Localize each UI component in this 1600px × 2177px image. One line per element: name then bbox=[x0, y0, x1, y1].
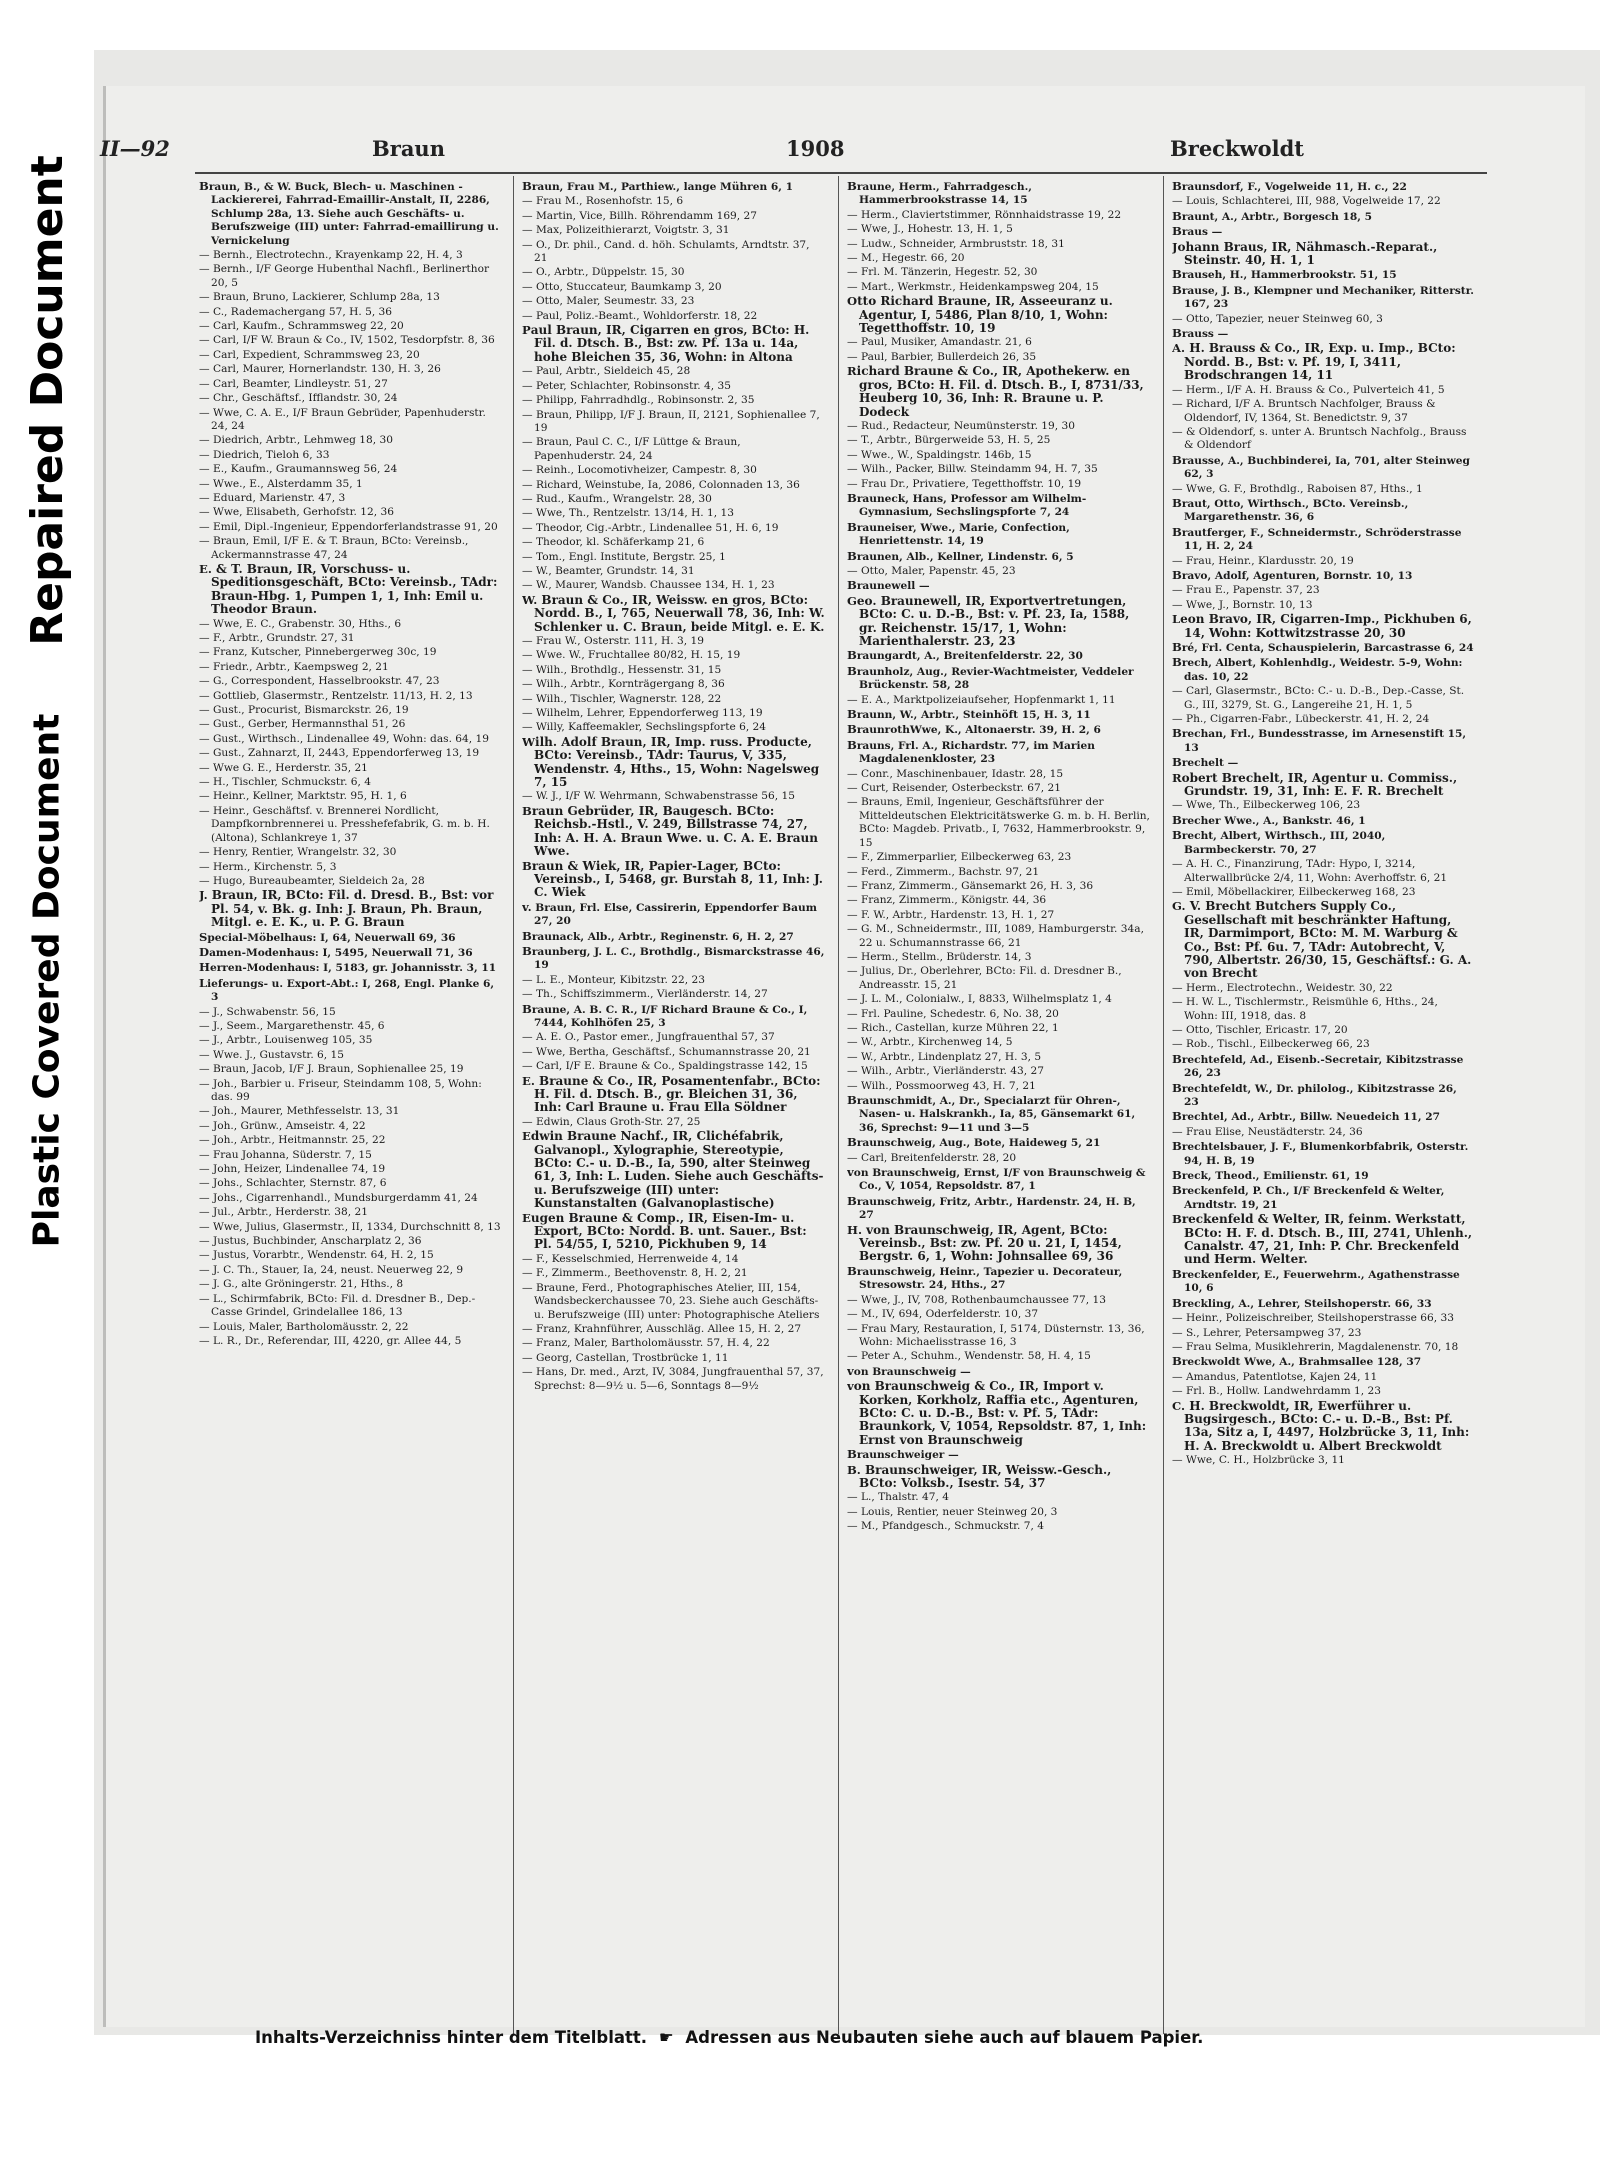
directory-entry: Brauns, Frl. A., Richardstr. 77, im Marien Magdalenenkloster, 23 bbox=[847, 737, 1095, 766]
column-1 bbox=[199, 180, 502, 2028]
directory-entry: Special-Möbelhaus: I, 64, Neuerwall 69, 36 bbox=[199, 929, 456, 944]
directory-entry: — A. E. O., Pastor emer., Jungfrauenthal 57, 37 bbox=[522, 1031, 775, 1044]
directory-entry: Braunschweiger — bbox=[847, 1447, 959, 1462]
directory-entry: B. Braunschweiger, IR, Weissw.-Gesch., BCto: Volksb., Isestr. 54, 37 bbox=[847, 1462, 1112, 1490]
directory-entry: — Joh., Arbtr., Heitmannstr. 25, 22 bbox=[199, 1134, 386, 1147]
directory-entry: — Theodor, Cig.-Arbtr., Lindenallee 51, H. 6, 19 bbox=[522, 521, 779, 534]
directory-entry: — Wwe., W., Spaldingstr. 146b, 15 bbox=[847, 448, 1032, 461]
directory-entry: — Paul, Poliz.-Beamt., Wohldorferstr. 18, 22 bbox=[522, 309, 758, 322]
directory-entry: Brautferger, F., Schneidermstr., Schröderstrasse 11, H. 2, 24 bbox=[1172, 524, 1462, 553]
directory-entry: — Wilh., Arbtr., Vierländerstr. 43, 27 bbox=[847, 1065, 1044, 1078]
directory-entry: — Curt, Reisender, Osterbeckstr. 67, 21 bbox=[847, 782, 1061, 795]
directory-entry: — Otto, Tischler, Ericastr. 17, 20 bbox=[1172, 1023, 1348, 1036]
directory-entry: — A. H. C., Finanzirung, TAdr: Hypo, I, 3214, Alterwallbrücke 2/4, 11, Wohn: Averhoffstr. 6, 21 bbox=[1172, 858, 1448, 884]
directory-entry: Brechtel, Ad., Arbtr., Billw. Neuedeich 11, 27 bbox=[1172, 1109, 1440, 1124]
directory-entry: Herren-Modenhaus: I, 5183, gr. Johannisstr. 3, 11 bbox=[199, 960, 497, 975]
footer-new-buildings-note: Adressen aus Neubauten siehe auch auf blauem Papier. bbox=[685, 2028, 1204, 2047]
directory-entry: — Friedr., Arbtr., Kaempsweg 2, 21 bbox=[199, 660, 389, 673]
directory-entry: Otto Richard Braune, IR, Asseeuranz u. Agentur, I, 5486, Plan 8/10, 1, Wohn: Tegetthoffstr. 10, 19 bbox=[847, 294, 1113, 336]
directory-entry: — Wwe, C. H., Holzbrücke 3, 11 bbox=[1172, 1454, 1345, 1467]
directory-entry: — F., Zimmerm., Beethovenstr. 8, H. 2, 21 bbox=[522, 1267, 748, 1280]
directory-entry: Braunt, A., Arbtr., Borgesch 18, 5 bbox=[1172, 208, 1373, 223]
directory-entry: — Frau W., Osterstr. 111, H. 3, 19 bbox=[522, 635, 704, 647]
directory-entry: — & Oldendorf, s. unter A. Bruntsch Nachfolg., Brauss & Oldendorf bbox=[1172, 425, 1467, 452]
directory-entry: Leon Bravo, IR, Cigarren-Imp., Pickhuben 6, 14, Wohn: Kottwitzstrasse 20, 30 bbox=[1172, 612, 1472, 640]
directory-entry: Braune, Herm., Fahrradgesch., Hammerbrookstrasse 14, 15 bbox=[847, 180, 1032, 207]
directory-entry: — Wwe., E., Alsterdamm 35, 1 bbox=[199, 477, 363, 490]
directory-entry: — L. R., Dr., Referendar, III, 4220, gr. Allee 44, 5 bbox=[199, 1334, 462, 1347]
directory-entry: — Wwe G. E., Herderstr. 35, 21 bbox=[199, 761, 368, 774]
footer-index-note: Inhalts-Verzeichniss hinter dem Titelblatt. bbox=[255, 2028, 648, 2047]
directory-entry: — W. J., I/F W. Wehrmann, Schwabenstrasse 56, 15 bbox=[522, 790, 795, 803]
directory-entry: Braun, B., & W. Buck, Blech- u. Maschinen - Lackiererei, Fahrrad-Emaillir-Anstalt, II, 2286, Schlump 28a, 13. Siehe auch Geschäfts- u. Berufszweige (III) unter: Fahrrad-emaillirung u. Vernickelung bbox=[199, 180, 499, 247]
directory-entry: J. Braun, IR, BCto: Fil. d. Dresd. B., Bst: vor Pl. 54, v. Bk. g. Inh: J. Braun, Ph. Braun, Mitgl. e. E. K., u. P. G. Braun bbox=[199, 888, 494, 930]
directory-entry: Braunschweig, Aug., Bote, Haideweg 5, 21 bbox=[847, 1135, 1101, 1150]
directory-entry: Brecher Wwe., A., Bankstr. 46, 1 bbox=[1172, 812, 1366, 827]
directory-entry: — F., Kesselschmied, Herrenweide 4, 14 bbox=[522, 1252, 739, 1265]
directory-entry: — John, Heizer, Lindenallee 74, 19 bbox=[199, 1163, 386, 1176]
directory-entry: — Otto, Maler, Papenstr. 45, 23 bbox=[847, 564, 1016, 577]
directory-entry: Eugen Braune & Comp., IR, Eisen-Im- u. Export, BCto: Nordd. B. unt. Sauer., Bst: Pl. 54/55, I, 5210, Pickhuben 9, 14 bbox=[522, 1210, 807, 1252]
directory-entry: Breckenfeld, P. Ch., I/F Breckenfeld & Welter, Arndtstr. 19, 21 bbox=[1172, 1183, 1445, 1211]
directory-entry: — J. L. M., Colonialw., I, 8833, Wilhelmsplatz 1, 4 bbox=[847, 993, 1112, 1006]
directory-entry: — Braun, Jacob, I/F J. Braun, Sophienallee 25, 19 bbox=[199, 1063, 464, 1076]
directory-entry: — Justus, Vorarbtr., Wendenstr. 64, H. 2, 15 bbox=[199, 1249, 434, 1262]
directory-entry: Breckling, A., Lehrer, Steilshoperstr. 66, 33 bbox=[1172, 1295, 1432, 1310]
repaired-document-label: Repaired Document bbox=[21, 154, 73, 646]
directory-entry: Brech, Albert, Kohlenhdlg., Weidestr. 5-9, Wohn: das. 10, 22 bbox=[1172, 655, 1463, 683]
directory-entry: von Braunschweig — bbox=[847, 1363, 971, 1378]
directory-entry: Brauneiser, Wwe., Marie, Confection, Henriettenstr. 14, 19 bbox=[847, 519, 1070, 548]
directory-entry: — Otto, Maler, Seumestr. 33, 23 bbox=[522, 295, 695, 308]
directory-entry: — Paul, Barbier, Bullerdeich 26, 35 bbox=[847, 350, 1037, 363]
directory-entry: — Louis, Maler, Bartholomäusstr. 2, 22 bbox=[199, 1320, 409, 1333]
directory-entry: — Mart., Werkmstr., Heidenkampsweg 204, 15 bbox=[847, 280, 1099, 293]
directory-entry: H. von Braunschweig, IR, Agent, BCto: Vereinsb., Bst: zw. Pf. 20 u. 21, I, 1454, Bergstr. 6, 1, Wohn: Johnsallee 69, 36 bbox=[847, 1222, 1122, 1264]
directory-entry: — Rud., Redacteur, Neumünsterstr. 19, 30 bbox=[847, 419, 1076, 432]
directory-entry: Breckenfeld & Welter, IR, feinm. Werkstatt, BCto: H. F. d. Dtsch. B., III, 2741, Uhlenh., Canalstr. 47, 21, Inh: P. Chr. Breckenfeld und Herm. Welter. bbox=[1172, 1212, 1473, 1267]
directory-entry: — Frau Selma, Musiklehrerin, Magdalenenstr. 70, 18 bbox=[1172, 1340, 1459, 1353]
directory-entry: — Franz, Zimmerm., Gänsemarkt 26, H. 3, 36 bbox=[847, 879, 1094, 892]
directory-entry: — Henry, Rentier, Wrangelstr. 32, 30 bbox=[199, 846, 397, 859]
directory-entry: — Frau E., Papenstr. 37, 23 bbox=[1172, 584, 1320, 597]
directory-entry: — Frl. M. Tänzerin, Hegestr. 52, 30 bbox=[847, 266, 1038, 279]
directory-entry: — Rud., Kaufm., Wrangelstr. 28, 30 bbox=[522, 492, 712, 505]
directory-entry: — Wwe, G. F., Brothdlg., Raboisen 87, Hths., 1 bbox=[1172, 482, 1423, 495]
directory-entry: Robert Brechelt, IR, Agentur u. Commiss., Grundstr. 19, 31, Inh: E. F. R. Brechelt bbox=[1172, 770, 1458, 799]
directory-entry: — Richard, Weinstube, Ia, 2086, Colonnaden 13, 36 bbox=[522, 478, 800, 491]
directory-entry: — Herm., I/F A. H. Brauss & Co., Pulverteich 41, 5 bbox=[1172, 383, 1445, 396]
directory-entry: Braunholz, Aug., Revier-Wachtmeister, Veddeler Brückenstr. 58, 28 bbox=[847, 663, 1134, 692]
directory-entry: — F., Zimmerparlier, Eilbeckerweg 63, 23 bbox=[847, 851, 1072, 864]
directory-entry: — Franz, Zimmerm., Königstr. 44, 36 bbox=[847, 894, 1047, 907]
directory-entry: Richard Braune & Co., IR, Apothekerw. en gros, BCto: H. Fil. d. Dtsch. B., I, 8731/33, Heuberg 10, 36, Inh: R. Braune u. P. Dodeck bbox=[847, 364, 1144, 419]
directory-entry: — Hugo, Bureaubeamter, Sieldeich 2a, 28 bbox=[199, 874, 425, 887]
directory-entry: Braut, Otto, Wirthsch., BCto. Vereinsb., Margarethenstr. 36, 6 bbox=[1172, 495, 1409, 524]
directory-entry: — Carl, Glasermstr., BCto: C.- u. D.-B., Dep.-Casse, St. G., III, 3279, St. G., Langereihe 21, H. 1, 5 bbox=[1172, 685, 1465, 711]
directory-entry: Brechtefeld, Ad., Eisenb.-Secretair, Kibitzstrasse 26, 23 bbox=[1172, 1051, 1464, 1080]
directory-entry: Braungardt, A., Breitenfelderstr. 22, 30 bbox=[847, 648, 1083, 663]
directory-entry: — Wilhelm, Lehrer, Eppendorferweg 113, 19 bbox=[522, 707, 763, 720]
directory-entry: — Franz, Kutscher, Pinnebergerweg 30c, 19 bbox=[199, 646, 437, 659]
directory-entry: — Heinr., Kellner, Marktstr. 95, H. 1, 6 bbox=[199, 790, 407, 803]
directory-entry: — J. G., alte Gröningerstr. 21, Hths., 8 bbox=[199, 1278, 404, 1291]
directory-entry: — Braun, Philipp, I/F J. Braun, II, 2121, Sophienallee 7, 19 bbox=[522, 408, 820, 434]
directory-entry: — Chr., Geschäftsf., Ifflandstr. 30, 24 bbox=[199, 392, 398, 405]
column-4 bbox=[1172, 180, 1475, 2028]
directory-entry: — Herm., Claviertstimmer, Rönnhaidstrasse 19, 22 bbox=[847, 208, 1122, 221]
directory-entry: Paul Braun, IR, Cigarren en gros, BCto: H. Fil. d. Dtsch. B., Bst: zw. Pf. 13a u. 14a, hohe Bleichen 35, 36, Wohn: in Altona bbox=[522, 323, 810, 364]
directory-entry: Braunsdorf, F., Vogelweide 11, H. c., 22 bbox=[1172, 180, 1407, 193]
directory-entry: Braunn, W., Arbtr., Steinhöft 15, H. 3, 11 bbox=[847, 707, 1091, 722]
directory-entry: — Joh., Grünw., Amseistr. 4, 22 bbox=[199, 1119, 366, 1132]
directory-entry: — Ludw., Schneider, Armbruststr. 18, 31 bbox=[847, 237, 1065, 250]
directory-entry: Braus — bbox=[1172, 224, 1223, 239]
directory-entry: BraunrothWwe, K., Altonaerstr. 39, H. 2, 6 bbox=[847, 722, 1101, 737]
directory-entry: — Hans, Dr. med., Arzt, IV, 3084, Jungfrauenthal 57, 37, Sprechst: 8—9½ u. 5—6, Sonntags 8—9½ bbox=[522, 1366, 824, 1392]
directory-entry: — G., Correspondent, Hasselbrookstr. 47, 23 bbox=[199, 675, 440, 688]
directory-entry: — Otto, Stuccateur, Baumkamp 3, 20 bbox=[522, 280, 722, 293]
directory-entry: — Emil, Dipl.-Ingenieur, Eppendorferlandstrasse 91, 20 bbox=[199, 520, 498, 533]
directory-entry: — Johs., Cigarrenhandl., Mundsburgerdamm 41, 24 bbox=[199, 1191, 478, 1204]
directory-entry: Braun, Frau M., Parthiew., lange Mühren 6, 1 bbox=[522, 180, 793, 193]
directory-entry: G. V. Brecht Butchers Supply Co., Gesellschaft mit beschränkter Haftung, IR, Darmimport, BCto: M. M. Warburg & Co., Bst: Pf. 6u. 7, TAdr: Autobrecht, V, 790, Albertstr. 26/30, 15, Geschäftsf.: G. A. von Brecht bbox=[1172, 899, 1472, 981]
directory-entry: — W., Arbtr., Kirchenweg 14, 5 bbox=[847, 1036, 1013, 1049]
directory-entry: — Richard, I/F A. Bruntsch Nachfolger, Brauss & Oldendorf, IV, 1364, St. Benedictstr. 9, 37 bbox=[1172, 398, 1436, 424]
directory-entry: E. Braune & Co., IR, Posamentenfabr., BCto: H. Fil. d. Dtsch. B., gr. Bleichen 31, 36, Inh: Carl Braune u. Frau Ella Söldner bbox=[522, 1073, 821, 1115]
directory-entry: — Braun, Bruno, Lackierer, Schlump 28a, 13 bbox=[199, 291, 440, 304]
directory-entry: Braunewell — bbox=[847, 578, 930, 593]
directory-entry: — Heinr., Geschäftsf. v. Brennerei Nordlicht, Dampfkornbrennerei u. Presshefefabrik, G. m. b. H. (Altona), Schlankreye 1, 37 bbox=[199, 804, 490, 844]
directory-entry: — Frau, Heinr., Klardusstr. 20, 19 bbox=[1172, 554, 1354, 567]
directory-entry: Braunack, Alb., Arbtr., Reginenstr. 6, H. 2, 27 bbox=[522, 928, 794, 943]
column-divider bbox=[1163, 176, 1164, 2034]
directory-entry: — M., IV, 694, Oderfelderstr. 10, 37 bbox=[847, 1308, 1039, 1321]
column-3 bbox=[847, 180, 1150, 2028]
directory-entry: — E. A., Marktpolizeiaufseher, Hopfenmarkt 1, 11 bbox=[847, 693, 1116, 706]
directory-entry: — Peter A., Schuhm., Wendenstr. 58, H. 4, 15 bbox=[847, 1350, 1091, 1363]
directory-entry: — Gust., Procurist, Bismarckstr. 26, 19 bbox=[199, 704, 409, 717]
directory-entry: — Wilh., Tischler, Wagnerstr. 128, 22 bbox=[522, 692, 722, 705]
directory-entry: — H. W. L., Tischlermstr., Reismühle 6, Hths., 24, Wohn: III, 1918, das. 8 bbox=[1172, 996, 1438, 1022]
directory-entry: — J., Seem., Margarethenstr. 45, 6 bbox=[199, 1019, 385, 1032]
directory-entry: — Gust., Gerber, Hermannsthal 51, 26 bbox=[199, 718, 406, 731]
directory-entry: Braunschweig, Fritz, Arbtr., Hardenstr. 24, H. B, 27 bbox=[847, 1193, 1136, 1222]
directory-entry: — Carl, I/F W. Braun & Co., IV, 1502, Tesdorpfstr. 8, 36 bbox=[199, 334, 495, 347]
directory-entry: Brechtefeldt, W., Dr. philolog., Kibitzstrasse 26, 23 bbox=[1172, 1080, 1457, 1108]
directory-entry: — Bernh., Electrotechn., Krayenkamp 22, H. 4, 3 bbox=[199, 249, 463, 262]
directory-entry: von Braunschweig, Ernst, I/F von Braunschweig & Co., V, 1054, Repsoldstr. 87, 1 bbox=[847, 1165, 1146, 1193]
directory-entry: — Franz, Maler, Bartholomäusstr. 57, H. 4, 22 bbox=[522, 1337, 770, 1350]
directory-entry: — Julius, Dr., Oberlehrer, BCto: Fil. d. Dresdner B., Andreasstr. 15, 21 bbox=[847, 965, 1122, 991]
directory-entry: — W., Maurer, Wandsb. Chaussee 134, H. 1, 23 bbox=[522, 579, 775, 592]
directory-entry: Lieferungs- u. Export-Abt.: I, 268, Engl. Planke 6, 3 bbox=[199, 975, 495, 1004]
directory-entry: — Bernh., I/F George Hubenthal Nachfl., Berlinerthor 20, 5 bbox=[199, 263, 490, 289]
directory-entry: — Carl, Maurer, Hornerlandstr. 130, H. 3, 26 bbox=[199, 363, 441, 376]
directory-entry: — Ferd., Zimmerm., Bachstr. 97, 21 bbox=[847, 865, 1040, 878]
directory-entry: — Carl, Kaufm., Schrammsweg 22, 20 bbox=[199, 320, 404, 333]
directory-entry: — Louis, Rentier, neuer Steinweg 20, 3 bbox=[847, 1505, 1058, 1518]
directory-entry: — Carl, Breitenfelderstr. 28, 20 bbox=[847, 1151, 1017, 1164]
directory-entry: Brause, J. B., Klempner und Mechaniker, Ritterstr. 167, 23 bbox=[1172, 282, 1474, 311]
directory-entry: W. Braun & Co., IR, Weissw. en gros, BCto: Nordd. B., I, 765, Neuerwall 78, 36, Inh: W. Schlenker u. C. Braun, beide Mitgl. e. E. K. bbox=[522, 592, 825, 634]
directory-entry: Breck, Theod., Emilienstr. 61, 19 bbox=[1172, 1168, 1369, 1183]
page-number: II—92 bbox=[100, 136, 170, 161]
directory-entry: — H., Tischler, Schmuckstr. 6, 4 bbox=[199, 776, 372, 789]
directory-entry: Brecht, Albert, Wirthsch., III, 2040, Barmbeckerstr. 70, 27 bbox=[1172, 828, 1386, 856]
directory-entry: — Carl, I/F E. Braune & Co., Spaldingstrasse 142, 15 bbox=[522, 1060, 808, 1073]
plastic-covered-document-label: Plastic Covered Document bbox=[26, 713, 68, 1247]
directory-entry: — Johs., Schlachter, Sternstr. 87, 6 bbox=[199, 1177, 387, 1190]
directory-entry: — Ph., Cigarren-Fabr., Lübeckerstr. 41, H. 2, 24 bbox=[1172, 713, 1430, 726]
directory-entry: — Braun, Paul C. C., I/F Lüttge & Braun, Papenhuderstr. 24, 24 bbox=[522, 436, 741, 462]
directory-entry: — Heinr., Polizeischreiber, Steilshoperstrasse 66, 33 bbox=[1172, 1312, 1454, 1325]
directory-entry: Bravo, Adolf, Agenturen, Bornstr. 10, 13 bbox=[1172, 567, 1413, 582]
directory-entry: — Carl, Expedient, Schrammsweg 23, 20 bbox=[199, 348, 420, 361]
directory-entry: — Braune, Ferd., Photographisches Atelier, III, 154, Wandsbeckerchaussee 70, 23. Siehe auch Geschäfts- u. Berufszweige (III) unter: Photographische Ateliers bbox=[522, 1281, 820, 1321]
directory-entry: — Frau Johanna, Süderstr. 7, 15 bbox=[199, 1148, 372, 1161]
header-first-name: Braun bbox=[372, 136, 445, 161]
directory-entry: — G. M., Schneidermstr., III, 1089, Hamburgerstr. 34a, 22 u. Schumannstrasse 66, 21 bbox=[847, 923, 1144, 949]
header-year: 1908 bbox=[786, 136, 845, 161]
directory-entry: — Max, Polizeithierarzt, Voigtstr. 3, 31 bbox=[522, 224, 730, 237]
directory-entry: — W., Arbtr., Lindenplatz 27, H. 3, 5 bbox=[847, 1050, 1042, 1063]
directory-entry: Breckenfelder, E., Feuerwehrm., Agathenstrasse 10, 6 bbox=[1172, 1266, 1460, 1295]
directory-entry: — Jul., Arbtr., Herderstr. 38, 21 bbox=[199, 1206, 368, 1219]
directory-entry: — L., Thalstr. 47, 4 bbox=[847, 1491, 949, 1504]
directory-entry: — Brauns, Emil, Ingenieur, Geschäftsführer der Mitteldeutschen Elektricitätswerke G. m. b. H. Berlin, BCto: Magdeb. Privatb., I, 7632, Hammerbrookstr. 9, 15 bbox=[847, 796, 1150, 849]
directory-entry: Johann Braus, IR, Nähmasch.-Reparat., Steinstr. 40, H. 1, 1 bbox=[1172, 239, 1438, 268]
directory-entry: — Frau M., Rosenhofstr. 15, 6 bbox=[522, 195, 684, 208]
directory-entry: E. & T. Braun, IR, Vorschuss- u. Speditionsgeschäft, BCto: Vereinsb., TAdr: Braun-Hbg. 1, Pumpen 1, 1, Inh: Emil u. Theodor Braun. bbox=[199, 561, 498, 617]
directory-entry: — Frl. Pauline, Schedestr. 6, No. 38, 20 bbox=[847, 1007, 1059, 1020]
directory-entry: Breckwoldt Wwe, A., Brahmsallee 128, 37 bbox=[1172, 1354, 1422, 1369]
directory-entry: — Wwe, Julius, Glasermstr., II, 1334, Durchschnitt 8, 13 bbox=[199, 1220, 501, 1233]
directory-entry: — O., Dr. phil., Cand. d. höh. Schulamts, Arndtstr. 37, 21 bbox=[522, 238, 810, 265]
directory-entry: — Justus, Buchbinder, Anscharplatz 2, 36 bbox=[199, 1235, 422, 1248]
directory-entry: — Wwe, Th., Eilbeckerweg 106, 23 bbox=[1172, 799, 1361, 812]
directory-entry: Brechtelsbauer, J. F., Blumenkorbfabrik, Osterstr. 94, H. B, 19 bbox=[1172, 1139, 1469, 1167]
directory-entry: — Gust., Zahnarzt, II, 2443, Eppendorferweg 13, 19 bbox=[199, 747, 480, 760]
directory-entry: Damen-Modenhaus: I, 5495, Neuerwall 71, 36 bbox=[199, 944, 473, 959]
directory-entry: — Wwe. W., Fruchtallee 80/82, H. 15, 19 bbox=[522, 649, 741, 662]
directory-entry: — Georg, Castellan, Trostbrücke 1, 11 bbox=[522, 1351, 729, 1364]
directory-entry: — Diedrich, Tieloh 6, 33 bbox=[199, 448, 330, 461]
directory-entry: — Herm., Stellm., Brüderstr. 14, 3 bbox=[847, 950, 1032, 963]
directory-entry: Braunen, Alb., Kellner, Lindenstr. 6, 5 bbox=[847, 548, 1074, 563]
directory-entry: — Edwin, Claus Groth-Str. 27, 25 bbox=[522, 1115, 701, 1128]
directory-entry: — L. E., Monteur, Kibitzstr. 22, 23 bbox=[522, 973, 705, 986]
directory-entry: — F., Arbtr., Grundstr. 27, 31 bbox=[199, 632, 355, 644]
directory-entry: Geo. Braunewell, IR, Exportvertretungen, BCto: C. u. D.-B., Bst: v. Pf. 23, Ia, 1588, gr. Reichenstr. 15/17, 1, Wohn: Marienthalerstr. 23, 23 bbox=[847, 593, 1130, 648]
directory-entry: — J., Schwabenstr. 56, 15 bbox=[199, 1005, 336, 1018]
directory-entry: Brauneck, Hans, Professor am Wilhelm-Gymnasium, Sechslingspforte 7, 24 bbox=[847, 490, 1087, 519]
column-divider bbox=[838, 176, 839, 2034]
directory-entry: Brechan, Frl., Bundesstrasse, im Arnesenstift 15, 13 bbox=[1172, 726, 1467, 754]
directory-entry: Brausse, A., Buchbinderei, Ia, 701, alter Steinweg 62, 3 bbox=[1172, 452, 1470, 481]
directory-entry: Brauss — bbox=[1172, 326, 1229, 341]
directory-entry: — W., Beamter, Grundstr. 14, 31 bbox=[522, 564, 695, 577]
directory-entry: — Diedrich, Arbtr., Lehmweg 18, 30 bbox=[199, 434, 393, 447]
directory-entry: v. Braun, Frl. Else, Cassirerin, Eppendorfer Baum 27, 20 bbox=[522, 899, 817, 928]
page-header bbox=[100, 136, 1500, 176]
directory-entry: — J., Arbtr., Louisenweg 105, 35 bbox=[199, 1034, 373, 1047]
directory-entry: — Herm., Kirchenstr. 5, 3 bbox=[199, 860, 337, 873]
directory-entry: — J. C. Th., Stauer, Ia, 24, neust. Neuerweg 22, 9 bbox=[199, 1263, 464, 1276]
directory-entry: — Franz, Krahnführer, Ausschläg. Allee 15, H. 2, 27 bbox=[522, 1322, 802, 1335]
directory-entry: — L., Schirmfabrik, BCto: Fil. d. Dresdner B., Dep.-Casse Grindel, Grindelallee 186, 13 bbox=[199, 1292, 476, 1319]
directory-entry: — Braun, Emil, I/F E. & T. Braun, BCto: Vereinsb., Ackermannstrasse 47, 24 bbox=[199, 535, 469, 561]
directory-entry: — Paul, Musiker, Amandastr. 21, 6 bbox=[847, 336, 1032, 349]
directory-entry: Braunschweig, Heinr., Tapezier u. Decorateur, Stresowstr. 24, Hths., 27 bbox=[847, 1263, 1123, 1292]
directory-entry: — Wwe, C. A. E., I/F Braun Gebrüder, Papenhuderstr. 24, 24 bbox=[199, 406, 486, 432]
directory-entry: — F. W., Arbtr., Hardenstr. 13, H. 1, 27 bbox=[847, 908, 1055, 921]
header-last-name: Breckwoldt bbox=[1170, 136, 1304, 161]
directory-entry: — Frau Mary, Restauration, I, 5174, Düsternstr. 13, 36, Wohn: Michaelisstrasse 16, 3 bbox=[847, 1322, 1145, 1348]
directory-entry: — Wwe, J., Bornstr. 10, 13 bbox=[1172, 598, 1313, 611]
directory-entry: — Willy, Kaffeemakler, Sechslingspforte 6, 24 bbox=[522, 721, 767, 734]
directory-entry: — Tom., Engl. Institute, Bergstr. 25, 1 bbox=[522, 550, 726, 563]
directory-entry: Braun & Wiek, IR, Papier-Lager, BCto: Vereinsb., I, 5468, gr. Burstah 8, 11, Inh: J. C. Wiek bbox=[522, 858, 823, 900]
directory-entry: — Wwe, E. C., Grabenstr. 30, Hths., 6 bbox=[199, 617, 402, 630]
column-divider bbox=[513, 176, 514, 2034]
directory-entry: — Emil, Möbellackirer, Eilbeckerweg 168, 23 bbox=[1172, 885, 1416, 898]
directory-entry: — Wwe, J., Hohestr. 13, H. 1, 5 bbox=[847, 223, 1013, 236]
directory-entry: — Otto, Tapezier, neuer Steinweg 60, 3 bbox=[1172, 312, 1383, 325]
directory-entry: — Conr., Maschinenbauer, Idastr. 28, 15 bbox=[847, 767, 1064, 780]
directory-entry: — Wwe, J., IV, 708, Rothenbaumchaussee 77, 13 bbox=[847, 1293, 1106, 1306]
directory-entry: — Carl, Beamter, Lindleystr. 51, 27 bbox=[199, 377, 388, 390]
pointing-hand-icon: ☛ bbox=[658, 2028, 674, 2047]
directory-entry: Braun Gebrüder, IR, Baugesch. BCto: Reichsb.-Hstl., V. 249, Billstrasse 74, 27, Inh: A. H. A. Braun Wwe. u. C. A. E. Braun Wwe. bbox=[522, 803, 818, 859]
directory-entry: — Rob., Tischl., Eilbeckerweg 66, 23 bbox=[1172, 1038, 1370, 1051]
directory-entry: — Frau Dr., Privatiere, Tegetthoffstr. 10, 19 bbox=[847, 477, 1082, 490]
directory-entry: Brauseh, H., Hammerbrookstr. 51, 15 bbox=[1172, 267, 1397, 282]
directory-entry: — Wwe, Elisabeth, Gerhofstr. 12, 36 bbox=[199, 506, 394, 519]
directory-entry: — S., Lehrer, Petersampweg 37, 23 bbox=[1172, 1326, 1362, 1339]
directory-entry: — Joh., Barbier u. Friseur, Steindamm 108, 5, Wohn: das. 99 bbox=[199, 1077, 482, 1103]
directory-entry: Bré, Frl. Centa, Schauspielerin, Barcastrasse 6, 24 bbox=[1172, 640, 1474, 654]
directory-entry: Brechelt — bbox=[1172, 755, 1239, 770]
directory-entry: — Peter, Schlachter, Robinsonstr. 4, 35 bbox=[522, 379, 731, 392]
directory-entry: Edwin Braune Nachf., IR, Clichéfabrik, Galvanopl., Xylographie, Stereotypie, BCto: C.- u. D.-B., Ia, 590, alter Steinweg 61, 3, Inh: L. Luden. Siehe auch Geschäfts- u. Berufszweige (III) unter: Kunstanstalten (Galvanoplastische) bbox=[522, 1129, 824, 1211]
directory-entry: — Philipp, Fahrradhdlg., Robinsonstr. 2, 35 bbox=[522, 394, 755, 407]
directory-entry: — Herm., Electrotechn., Weidestr. 30, 22 bbox=[1172, 981, 1393, 994]
directory-entry: — Frau Elise, Neustädterstr. 24, 36 bbox=[1172, 1125, 1363, 1138]
directory-entry: — Eduard, Marienstr. 47, 3 bbox=[199, 491, 346, 504]
directory-entry: — Louis, Schlachterei, III, 988, Vogelweide 17, 22 bbox=[1172, 195, 1441, 208]
directory-entry: — M., Hegestr. 66, 20 bbox=[847, 252, 965, 265]
directory-entry: — Joh., Maurer, Methfesselstr. 13, 31 bbox=[199, 1105, 400, 1118]
directory-columns bbox=[195, 176, 1487, 2034]
directory-entry: — Wilh., Brothdlg., Hessenstr. 31, 15 bbox=[522, 663, 722, 676]
directory-entry: — Amandus, Patentlotse, Kajen 24, 11 bbox=[1172, 1370, 1378, 1383]
directory-entry: — Wilh., Packer, Billw. Steindamm 94, H. 7, 35 bbox=[847, 463, 1098, 476]
directory-entry: Braune, A. B. C. R., I/F Richard Braune & Co., I, 7444, Kohlhöfen 25, 3 bbox=[522, 1001, 808, 1029]
directory-entry: — T., Arbtr., Bürgerweide 53, H. 5, 25 bbox=[847, 434, 1051, 447]
directory-entry: — E., Kaufm., Graumannsweg 56, 24 bbox=[199, 463, 398, 476]
directory-entry: — Rich., Castellan, kurze Mühren 22, 1 bbox=[847, 1021, 1059, 1034]
page-footer bbox=[255, 2028, 1495, 2047]
directory-entry: — Th., Schiffszimmerm., Vierländerstr. 14, 27 bbox=[522, 988, 768, 1001]
directory-entry: Braunschmidt, A., Dr., Specialarzt für Ohren-, Nasen- u. Halskrankh., Ia, 85, Gänsemarkt 61, 36, Sprechst: 9—11 und 3—5 bbox=[847, 1093, 1136, 1134]
directory-entry: von Braunschweig & Co., IR, Import v. Korken, Korkholz, Raffia etc., Agenturen, BCto: C. u. D.-B., Bst: v. Pf. 5, TAdr: Braunkork, V, 1054, Repsoldstr. 87, 1, Inh: Ernst von Braunschweig bbox=[847, 1379, 1147, 1447]
directory-entry: C. H. Breckwoldt, IR, Ewerführer u. Bugsirgesch., BCto: C.- u. D.-B., Bst: Pf. 13a, Sitz a, I, 4497, Holzbrücke 3, 11, Inh: H. A. Breckwoldt u. Albert Breckwoldt bbox=[1172, 1398, 1470, 1453]
directory-entry: — Wilh., Possmoorweg 43, H. 7, 21 bbox=[847, 1079, 1036, 1092]
directory-entry: — Wwe, Th., Rentzelstr. 13/14, H. 1, 13 bbox=[522, 507, 734, 520]
directory-entry: — Frl. B., Hollw. Landwehrdamm 1, 23 bbox=[1172, 1385, 1382, 1398]
directory-entry: — Paul, Arbtr., Sieldeich 45, 28 bbox=[522, 365, 691, 378]
directory-entry: — M., Pfandgesch., Schmuckstr. 7, 4 bbox=[847, 1520, 1045, 1533]
column-2 bbox=[522, 180, 825, 2028]
directory-entry: Wilh. Adolf Braun, IR, Imp. russ. Producte, BCto: Vereinsb., TAdr: Taurus, V, 335, Wendenstr. 4, Hths., 15, Wohn: Nagelsweg 7, 15 bbox=[522, 734, 820, 790]
directory-entry: — Gust., Wirthsch., Lindenallee 49, Wohn: das. 64, 19 bbox=[199, 732, 489, 745]
header-rule bbox=[195, 172, 1487, 174]
directory-entry: — C., Rademachergang 57, H. 5, 36 bbox=[199, 305, 393, 318]
directory-entry: A. H. Brauss & Co., IR, Exp. u. Imp., BCto: Nordd. B., Bst: v. Pf. 19, I, 3411, Brodschrangen 14, 11 bbox=[1172, 341, 1456, 383]
directory-entry: — Wwe. J., Gustavstr. 6, 15 bbox=[199, 1048, 345, 1061]
directory-entry: — O., Arbtr., Düppelstr. 15, 30 bbox=[522, 266, 685, 279]
directory-entry: — Theodor, kl. Schäferkamp 21, 6 bbox=[522, 536, 705, 549]
directory-entry: — Wilh., Arbtr., Kornträgergang 8, 36 bbox=[522, 678, 725, 691]
directory-entry: — Martin, Vice, Billh. Röhrendamm 169, 27 bbox=[522, 209, 758, 222]
directory-entry: Braunberg, J. L. C., Brothdlg., Bismarckstrasse 46, 19 bbox=[522, 943, 825, 972]
directory-entry: — Reinh., Locomotivheizer, Campestr. 8, 30 bbox=[522, 464, 757, 477]
directory-entry: — Gottlieb, Glasermstr., Rentzelstr. 11/13, H. 2, 13 bbox=[199, 689, 473, 702]
directory-entry: — Wwe, Bertha, Geschäftsf., Schumannstrasse 20, 21 bbox=[522, 1045, 811, 1058]
